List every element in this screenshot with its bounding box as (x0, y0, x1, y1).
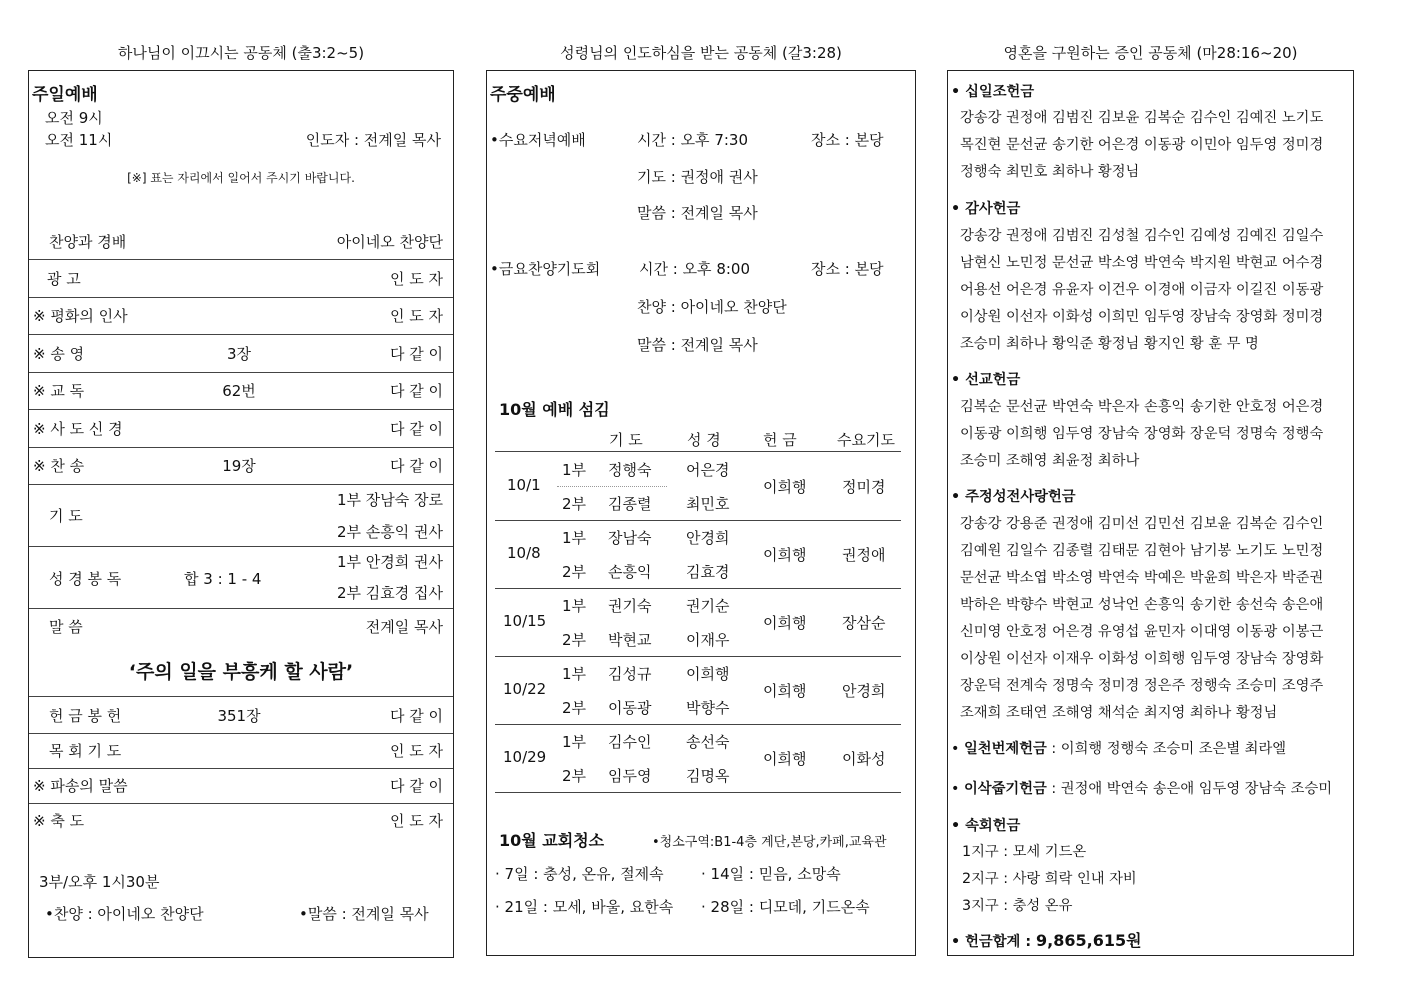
tithe-title: • 십일조헌금 (951, 84, 1035, 100)
name-line: 이동광 이희행 임두영 장남숙 장영화 장운덕 정명숙 정행숙 (960, 426, 1324, 442)
order-name: ※ 파송의 말씀 (33, 777, 128, 795)
wed-prayer: 기도 : 권정애 권사 (637, 168, 758, 186)
row-bible2: 김명옥 (686, 767, 730, 785)
row-date: 10/22 (503, 680, 547, 698)
row-offering: 이희행 (763, 478, 807, 496)
order-name: ※ 평화의 인사 (33, 307, 128, 325)
order-mid: 351장 (217, 707, 261, 725)
name-line: 장운덕 전계숙 정명숙 정미경 정은주 정행숙 조승미 조영주 (960, 678, 1324, 694)
name-line: 김예원 김일수 김종렬 김태문 김현아 남기봉 노기도 노민정 (960, 543, 1324, 559)
header-wed-prayer: 수요기도 (837, 431, 895, 449)
order-right: 인 도 자 (389, 307, 443, 325)
fri-time: 시간 : 오후 8:00 (639, 260, 751, 278)
row-part1: 1부 (562, 461, 587, 479)
row-bible1: 안경희 (686, 529, 730, 547)
order-name: ※ 축 도 (33, 812, 85, 830)
order-row (29, 335, 453, 372)
mission-title: • 선교헌금 (951, 372, 1021, 388)
offerings-panel (947, 70, 1354, 956)
row-offering: 이희행 (763, 546, 807, 564)
fri-label: •금요찬양기도회 (490, 260, 601, 278)
district-list (962, 839, 1137, 920)
order-row (29, 732, 453, 769)
sermon-preacher: 전계일 목사 (365, 618, 443, 636)
column-title-2: 성령님의 인도하심을 받는 공동체 (갈3:28) (560, 44, 842, 62)
order-mid: 19장 (222, 457, 256, 475)
name-line: 조재희 조태연 조해영 채석순 최지영 최하나 황정님 (960, 705, 1278, 721)
header-prayer: 기 도 (609, 431, 643, 449)
row-bible2: 김효경 (686, 563, 730, 581)
row-part1: 1부 (562, 597, 587, 615)
name-line: 이상원 이선자 이화성 이희민 임두영 장남숙 장영화 정미경 (960, 309, 1324, 325)
order-mid: 3장 (226, 345, 252, 363)
tithe-names (960, 105, 1323, 186)
row-prayer1: 김성규 (608, 665, 652, 683)
order-row (29, 410, 453, 447)
row-prayer1: 권기숙 (608, 597, 652, 615)
row-wed-prayer: 이화성 (842, 750, 886, 768)
row-offering: 이희행 (763, 750, 807, 768)
row-bible1: 권기순 (686, 597, 730, 615)
name-line: 어용선 어은경 유윤자 이건우 이경애 이금자 이길진 이동광 (960, 282, 1324, 298)
order-name: ※ 교 독 (33, 382, 85, 400)
order-row (29, 697, 453, 734)
column-title-1: 하나님이 이끄시는 공동체 (출3:2~5) (117, 44, 365, 62)
order-right: 인 도 자 (389, 742, 443, 760)
order-name: 광 고 (47, 270, 81, 288)
reading-label: 성 경 봉 독 (49, 570, 122, 588)
order-row (29, 802, 453, 839)
row-date: 10/1 (507, 476, 541, 494)
thanks-title: • 감사헌금 (951, 201, 1021, 217)
third-service-sermon: •말씀 : 전계일 목사 (299, 905, 429, 923)
row-wed-prayer: 안경희 (842, 682, 886, 700)
order-row (29, 447, 453, 484)
divider (29, 546, 453, 547)
sanctuary-names (960, 511, 1323, 727)
sunday-time-2: 오전 11시 (45, 131, 113, 149)
row-part1: 1부 (562, 733, 587, 751)
header-bible: 성 경 (687, 431, 721, 449)
name-line: 김복순 문선균 박연숙 박은자 손흥익 송기한 안호정 어은경 (960, 399, 1324, 415)
row-prayer2: 김종렬 (608, 495, 652, 513)
cleaning-21: · 21일 : 모세, 바울, 요한속 (495, 898, 674, 916)
name-line: 남현신 노민정 문선균 박소영 박연숙 박지원 박현교 어수경 (960, 255, 1324, 271)
mission-names (960, 394, 1323, 475)
prayer-part1: 1부 장남숙 장로 (336, 491, 443, 509)
wed-label: •수요저녁예배 (490, 131, 586, 149)
thanks-names (960, 223, 1323, 358)
row-wed-prayer: 권정애 (842, 546, 886, 564)
row-offering: 이희행 (763, 682, 807, 700)
row-bible2: 박향수 (686, 699, 730, 717)
row-wed-prayer: 장삼순 (842, 614, 886, 632)
cleaning-14: · 14일 : 믿음, 소망속 (701, 865, 841, 883)
row-part2: 2부 (562, 563, 587, 581)
district-line: 1지구 : 모세 기드온 (962, 844, 1087, 860)
row-part1: 1부 (562, 665, 587, 683)
row-part2: 2부 (562, 495, 587, 513)
order-name: ※ 찬 송 (33, 457, 85, 475)
cleaning-7: · 7일 : 충성, 온유, 절제속 (495, 865, 664, 883)
reading-part1: 1부 안경희 권사 (336, 553, 443, 571)
wed-time: 시간 : 오후 7:30 (637, 131, 749, 149)
third-service-time: 3부/오후 1시30분 (39, 873, 160, 891)
order-name: 목 회 기 도 (49, 742, 122, 760)
table-row (487, 452, 917, 520)
row-prayer2: 박현교 (608, 631, 652, 649)
name-line: 강송강 권정애 김범진 김성철 김수인 김예성 김예진 김일수 (960, 228, 1324, 244)
divider (29, 484, 453, 485)
district-line: 3지구 : 충성 온유 (962, 898, 1073, 914)
row-prayer2: 이동광 (608, 699, 652, 717)
row-bible1: 어은경 (686, 461, 730, 479)
row-offering: 이희행 (763, 614, 807, 632)
row-part2: 2부 (562, 767, 587, 785)
order-right: 다 같 이 (389, 420, 443, 438)
district-line: 2지구 : 사랑 희락 인내 자비 (962, 871, 1137, 887)
table-row (487, 656, 917, 724)
order-right: 인 도 자 (389, 270, 443, 288)
order-right: 다 같 이 (389, 345, 443, 363)
name-line: 조승미 최하나 황익준 황정님 황지인 황 훈 무 명 (960, 336, 1259, 352)
service-title: 10월 예배 섬김 (499, 400, 610, 419)
sunday-leader: 인도자 : 전계일 목사 (305, 131, 441, 149)
row-date: 10/8 (507, 544, 541, 562)
row-bible2: 이재우 (686, 631, 730, 649)
praise-team: 아이네오 찬양단 (336, 233, 443, 251)
row-part2: 2부 (562, 631, 587, 649)
sermon-title: ‘주의 일을 부흥케 할 사람’ (128, 661, 354, 683)
row-inner-line (557, 486, 667, 487)
gleaning-offering: • 이삭줍기헌금 : 권정애 박연숙 송은애 임두영 장남숙 조승미 (951, 781, 1333, 797)
cleaning-title: 10월 교회청소 (499, 831, 605, 850)
order-row (29, 767, 453, 804)
sermon-label: 말 씀 (49, 618, 83, 636)
order-right: 다 같 이 (389, 457, 443, 475)
wed-sermon: 말씀 : 전계일 목사 (637, 204, 758, 222)
sunday-heading: 주일예배 (32, 85, 98, 105)
cleaning-28: · 28일 : 디모데, 기드온속 (701, 898, 870, 916)
sanctuary-title: • 주정성전사랑헌금 (951, 489, 1076, 505)
prayer-part2: 2부 손흥익 권사 (336, 523, 443, 541)
district-title: • 속회헌금 (951, 818, 1021, 834)
order-right: 인 도 자 (389, 812, 443, 830)
name-line: 강송강 강용준 권정애 김미선 김민선 김보윤 김복순 김수인 (960, 516, 1324, 532)
name-line: 조승미 조해영 최윤정 최하나 (960, 453, 1140, 469)
row-bible1: 송선숙 (686, 733, 730, 751)
row-date: 10/29 (503, 748, 547, 766)
name-line: 목진현 문선균 송기한 어은경 이동광 이민아 임두영 정미경 (960, 137, 1324, 153)
header-offering: 헌 금 (763, 431, 797, 449)
table-row (487, 520, 917, 588)
row-part2: 2부 (562, 699, 587, 717)
standing-note: [※] 표는 자리에서 일어서 주시기 바랍니다. (127, 171, 355, 185)
reading-passage: 합 3 : 1 - 4 (184, 570, 262, 588)
name-line: 강송강 권정애 김범진 김보윤 김복순 김수인 김예진 노기도 (960, 110, 1324, 126)
table-line (495, 792, 901, 793)
row-wed-prayer: 정미경 (842, 478, 886, 496)
third-service-praise: •찬양 : 아이네오 찬양단 (45, 905, 204, 923)
weekday-heading: 주중예배 (490, 85, 556, 105)
thousand-offering: • 일천번제헌금 : 이희행 정행숙 조승미 조은별 최라엘 (951, 741, 1287, 757)
row-prayer1: 장남숙 (608, 529, 652, 547)
order-right: 다 같 이 (389, 707, 443, 725)
order-row (29, 372, 453, 409)
order-name: ※ 사 도 신 경 (33, 420, 123, 438)
table-row (487, 724, 917, 792)
fri-place: 장소 : 본당 (811, 260, 884, 278)
row-part1: 1부 (562, 529, 587, 547)
name-line: 문선균 박소엽 박소영 박연숙 박예은 박윤희 박은자 박준권 (960, 570, 1324, 586)
prayer-label: 기 도 (49, 507, 83, 525)
offering-total: • 헌금합계 : 9,865,615원 (951, 931, 1142, 950)
sunday-time-1: 오전 9시 (45, 109, 103, 127)
order-row (29, 297, 453, 334)
order-right: 다 같 이 (389, 777, 443, 795)
name-line: 이상원 이선자 이재우 이화성 이희행 임두영 장남숙 장영화 (960, 651, 1324, 667)
row-prayer2: 손흥익 (608, 563, 652, 581)
order-right: 다 같 이 (389, 382, 443, 400)
row-prayer2: 임두영 (608, 767, 652, 785)
divider (29, 608, 453, 609)
order-mid: 62번 (222, 382, 256, 400)
wed-place: 장소 : 본당 (811, 131, 884, 149)
row-prayer1: 정행숙 (608, 461, 652, 479)
reading-part2: 2부 김효경 집사 (336, 584, 443, 602)
name-line: 정행숙 최민호 최하나 황정님 (960, 164, 1140, 180)
name-line: 신미영 안호정 어은경 유영섭 윤민자 이대영 이동광 이봉근 (960, 624, 1324, 640)
fri-praise: 찬양 : 아이네오 찬양단 (637, 298, 787, 316)
table-row (487, 588, 917, 656)
row-date: 10/15 (503, 612, 547, 630)
cleaning-area: •청소구역:B1-4층 계단,본당,카페,교육관 (652, 835, 887, 850)
name-line: 박하은 박향수 박현교 성낙언 손흥익 송기한 송선숙 송은애 (960, 597, 1324, 613)
column-title-3: 영혼을 구원하는 증인 공동체 (마28:16~20) (1003, 44, 1298, 62)
fri-sermon: 말씀 : 전계일 목사 (637, 336, 758, 354)
sunday-worship-panel (28, 70, 454, 958)
weekday-worship-panel (486, 70, 916, 956)
order-row (29, 260, 453, 297)
praise-label: 찬양과 경배 (49, 233, 127, 251)
row-prayer1: 김수인 (608, 733, 652, 751)
order-name: ※ 송 영 (33, 345, 85, 363)
row-bible1: 이희행 (686, 665, 730, 683)
row-bible2: 최민호 (686, 495, 730, 513)
order-name: 헌 금 봉 헌 (49, 707, 122, 725)
